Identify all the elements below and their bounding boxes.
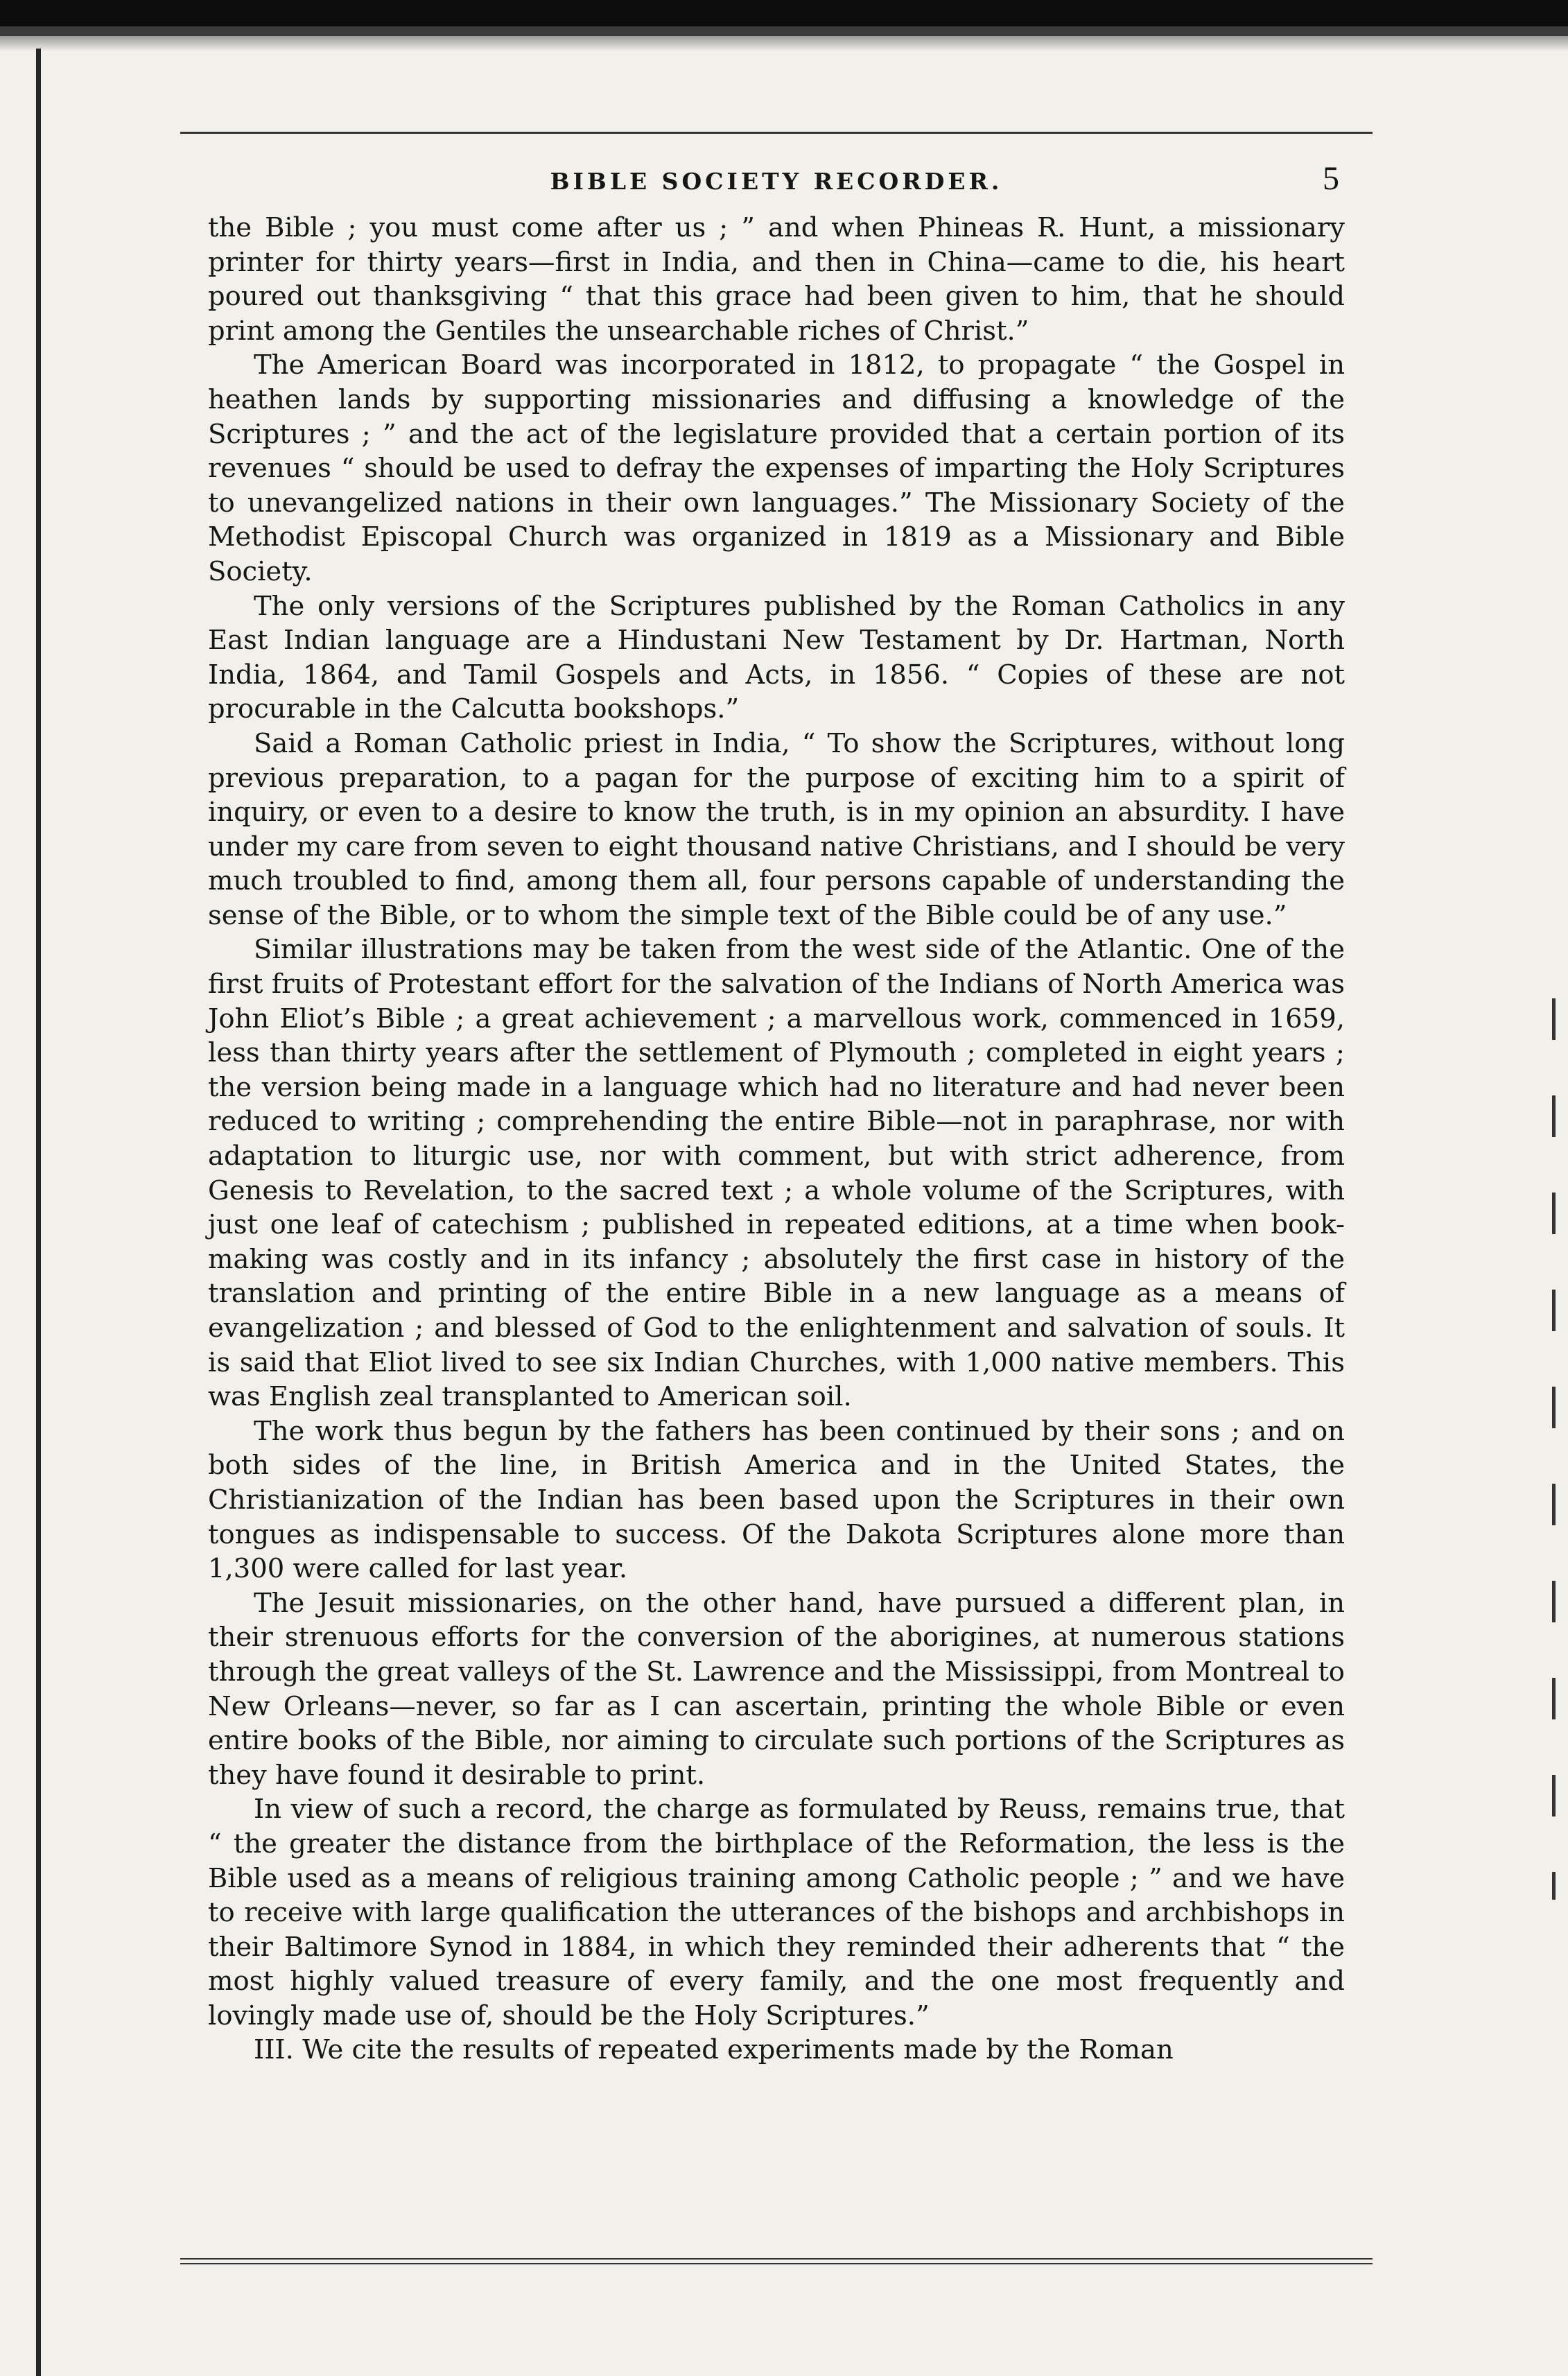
- paragraph-section-three: III. We cite the results of repeated experiments made by the Roman: [254, 2034, 1174, 2066]
- scan-top-border: [0, 0, 1568, 55]
- paragraph-continued-by-sons: The work thus begun by the fathers has been continued by their sons ; and on both sides of the line, in British America and in the United States, the Christianization of the Indian has been based upon the Scriptures in their own tongues as indispensable to success. Of the Dakota Scriptures alone more than 1,300 were called for last year.: [208, 1415, 1345, 1585]
- paragraph-jesuit-missionaries: The Jesuit missionaries, on the other hand, have pursued a different plan, in their strenuous efforts for the conversion of the aborigines, at numerous stations through the great valleys of the St. Lawrence and the Mississippi, from Montreal to New Orleans—never, so far as I can ascertain, printing the whole Bible or even entire books of the Bible, nor aiming to circulate such portions of the Scriptures as they have found it desirable to print.: [208, 1587, 1345, 1791]
- page-frame-top-rule: [180, 132, 1373, 134]
- paragraph-eliot-bible: Similar illustrations may be taken from the west side of the Atlantic. One of the first fruits of Protestant effort for the salvation of the Indians of North America was John Eliot’s Bible ; a great achievement ; a marvellous work, commenced in 1659, less than thirty years after the settlement of Plymouth ; completed in eight years ; the version being made in a language which had no literature and had never been reduced to writing ; comprehending the entire Bible—not in paraphrase, nor with adaptation to liturgic use, nor with comment, but with strict adherence, from Genesis to Revelation, to the sacred text ; a whole volume of the Scriptures, with just one leaf of catechism ; published in repeated editions, at a time when book-making was costly and in its infancy ; absolutely the first case in history of the translation and printing of the entire Bible in a new language as a means of evangelization ; and blessed of God to the enlightenment and salvation of souls. It is said that Eliot lived to see six Indian Churches, with 1,000 native members. This was English zeal transplanted to American soil.: [208, 934, 1345, 1413]
- paragraph-continuation: the Bible ; you must come after us ; ” and when Phineas R. Hunt, a missionary printer for thirty years—first in India, and then in China—came to die, his heart poured out thanksgiving “ that this grace had been given to him, that he should print among the Gentiles the unsearchable riches of Christ.”: [208, 212, 1345, 347]
- paragraph-american-board: The American Board was incorporated in 1812, to propagate “ the Gospel in heathen lands by supporting missionaries and diffusing a knowledge of the Scriptures ; ” and the act of the legislature provided that a certain portion of its revenues “ should be used to defray the expenses of imparting the Holy Scriptures to unevangelized nations in their own languages.” The Missionary Society of the Methodist Episcopal Church was organized in 1819 as a Missionary and Bible Society.: [208, 349, 1345, 587]
- paragraph-reuss-charge: In view of such a record, the charge as formulated by Reuss, remains true, that “ the greater the distance from the birthplace of the Reformation, the less is the Bible used as a means of religious training among Catholic people ; ” and we have to receive with large qualification the utterances of the bishops and archbishops in their Baltimore Synod in 1884, in which they reminded their adherents that “ the most highly valued treasure of every family, and the one most frequently and lovingly made use of, should be the Holy Scriptures.”: [208, 1794, 1345, 2031]
- page: [208, 159, 1345, 2067]
- page-frame-bottom-rule: [180, 2258, 1373, 2264]
- running-header-title: BIBLE SOCIETY RECORDER.: [550, 168, 1003, 195]
- paragraph-priest-quote: Said a Roman Catholic priest in India, “ To show the Scriptures, without long previous preparation, to a pagan for the purpose of exciting him to a spirit of inquiry, or even to a desire to know the truth, is in my opinion an absurdity. I have under my care from seven to eight thousand native Christians, and I should be very much troubled to find, among them all, four persons capable of understanding the sense of the Bible, or to whom the simple text of the Bible could be of any use.”: [208, 727, 1345, 931]
- paragraph-roman-catholic-versions: The only versions of the Scriptures published by the Roman Catholics in any East Indian language are a Hindustani New Testament by Dr. Hartman, North India, 1864, and Tamil Gospels and Acts, in 1856. “ Copies of these are not procurable in the Calcutta bookshops.”: [208, 590, 1345, 725]
- running-header: [208, 159, 1345, 211]
- page-number: 5: [1323, 160, 1339, 197]
- page-left-edge: [36, 49, 41, 2376]
- page-right-edge-marks: [1552, 998, 1556, 1900]
- article-body: [208, 211, 1345, 2067]
